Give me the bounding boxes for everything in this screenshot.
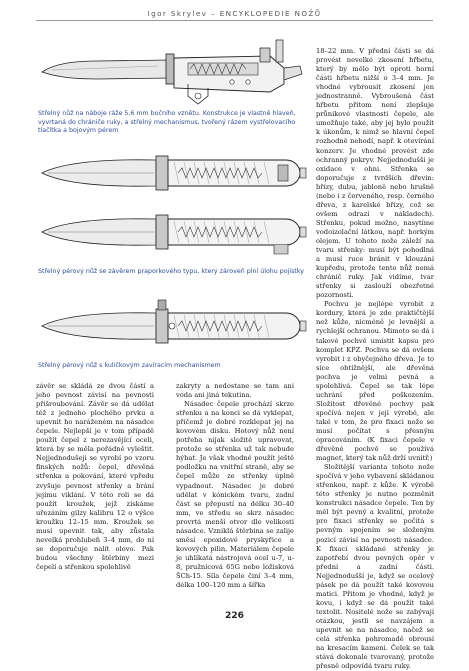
paragraph: Násadec čepele prochází skrze střenku a na konci se dá vyklepat, přičemž je dobré rozklepat jej na kovovém disku. Hotový nůž není potřeba nijak složitě upravovat, protože se střenka už tak nebude hýbat. Je však vhodné použít ještě podložku na vnitřní straně, aby se čepel může ze střenky úplně vypadnout. Násadec je dobré udělat v kónickém tvaru, zadní část se přepustí na délku 30–40 mm, ve středu se skrz násadec provrtá menší otvor dle velikosti násadce. Vzniklá štěrbina se zalije směsí epoxidové pryskyřice a kovových pilin. Materiálem čepele je uhlíkatá nástrojová ocel u-7, u-8, pružnicová 65G nebo ložisková ŠCh-15. Síla čepele činí 3–4 mm, délka 100–120 mm a šířka — [176, 400, 294, 590]
paragraph: závěr se skládá ze dvou částí a jeho pevnost závisí na pevnosti přišroubování. Závěr se dá udělat též z jednoho plochého prvku a upevnit ho naráženém na násadce čepele. Nejlepší je v tom případě použít čepel z nerezavějící oceli, která by se měla pořádně vyleštit. Nejjednodušeji se vyrobí po vzoru finských nožů: čepel, dřevěná střenka a pokování, které vpředu zvyšuje pevnost střenky a brání jejímu viklání. V této roli se dá použít kroužek, jejž získáme uřezáním gilzy kalibru 12 o výšce kroužku 12–15 mm. Kroužek se musí upevnit tak, aby zůstala nevelká prohlubeň 3–4 mm, do ní se doporučuje nalít olovo. Pak budou všechny štěrbiny mezi čepelí a střenkou spolehlivě — [36, 382, 154, 571]
figure-caption-3: Střelný pérový nůž s kuličkovým zavíracím mechanismem — [38, 362, 221, 369]
page-number: 226 — [225, 611, 244, 621]
running-header: Igor Skrylev – ENCYKLOPEDIE NOŽŮ — [147, 9, 322, 18]
paragraph: 18–22 mm. V přední části se dá provést nevelké zkosení hřbetu, který by mělo být oproti horní části hřbetu nižší o 3–4 mm. Je vhodné vybrousit zkosení jen jednostranně. Vybroušená část hřbetu přitom není zlepšuje průnikové vlastnosti čepele, ale umožňuje také, aby jej bylo použít k úkonům, k nimž se hlavní čepel rozhodně nehodí, např. k otevírání konzerv. Je vhodné provést zde ochranný pokryv. Nejjednodušší je oxidace v ohni. Střenka se doporučuje z tvrdších dřevin: břízy, dubu, jabloně nebo hrušně (nebo i z červeného, resp. černého dřeva, z karelské břízy, což se ovšem odrazí v nákladech). Střenku, pokud možno, nasytíme vodoizolační látkou, např. horkým olejem. U tohoto nože záleží na tvaru střenky: musí být pohodlná a musí ruce bránit v klouzání kupředu, protože tento nůž nemá chránič ruky. Jak vidíme, tvar střenky si zaslouží obezřetné pozornosti. — [316, 47, 434, 300]
knife-illustration-2a — [38, 150, 310, 196]
paragraph: Složitější varianta tohoto nože spočívá v jeho vybavení skládanou střenkou, např. z kůže. K výrobě této střenky je nutno pozměnit konstrukci násadce čepele. Ten by měl být pevný a kvalitní, protože pro fixaci střenky se počítá s pevným spojením se složeným pozicí závisí na pevnosti násadce. K fixaci skládané střenky je zapotřebí dvou pevných opěr v přední a zadní části. Nejjednodušší je, když se ocelový pásek po dá použít také kovovou matici. Přitom je vhodné, když je kovu, i když se dá použít také textolit. Nositelé nože se zabývají otázkou, jestli se navzájem a upevnit se na násadce, načež se celá střenka pohromadě obrousí na kresacím kameni. Čelek se tak stává dokonale tvarovaný, protože přesně odpovídá tvaru ruky. — [316, 463, 434, 671]
knife-illustration-1 — [38, 28, 310, 110]
text-column-right — [316, 47, 434, 671]
paragraph: Pochvu je nejlépe vyrobit z kordury, která je zde praktičtější než kůže, nicméně je levnější a rychlejší ochranou. Mimoto se dá i takové pochvě umístit kapsu pro komplet KPZ. Pochva se dá ovšem vyrobit i z obyčejného dřeva. Je to sice obtížnější, ale dřevěná pochva je velmi pevná a spolehlivá. Čepel se tak lépe uchrání před poškozením. Složitost dřevěné pochvy pak spočívá nejen v její výrobě, ale také v tom, že pro fixaci nože se musí počítat s přesným opracováním. (K fixaci čepele v dřevěné pochvě se používá magnet, který tak nůž drží uvnitř.) — [316, 300, 434, 463]
knife-illustration-2b — [38, 206, 310, 258]
paragraph: zakryty a nedostane se tam ani voda ani jiná tekutina. — [176, 382, 294, 400]
text-column-bottom-left — [36, 382, 154, 612]
figure-caption-2: Střelný pérový nůž se závěrem praporkového typu, který zároveň plní úlohu pojistky — [38, 268, 305, 275]
header-rule — [36, 20, 433, 21]
text-column-bottom-middle — [176, 382, 294, 612]
knife-illustration-3 — [38, 296, 310, 354]
figure-caption-1: Střelný nůž na náboje ráže 5,6 mm bočního vznětu. Konstrukce je vlastně hlaveň, vyvrtaná do chrániče ruky, a střelný mechanismus, tvořený rázem vystřelovacího tlačítka a bojovým pérem — [38, 110, 296, 135]
